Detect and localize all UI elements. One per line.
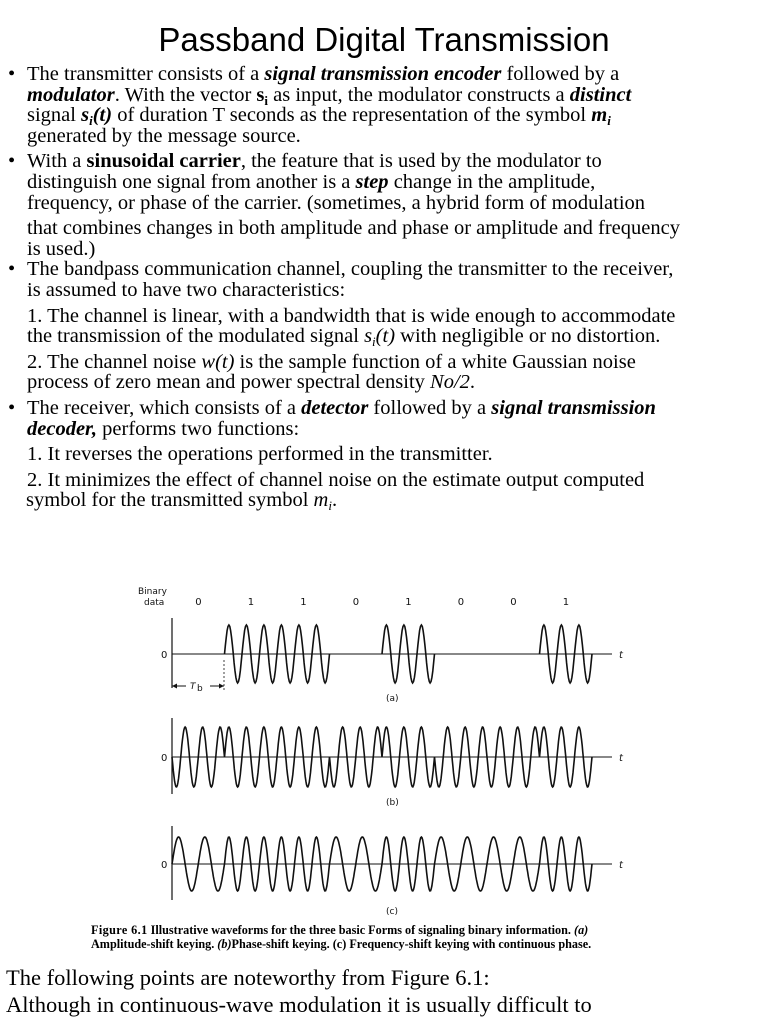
panel-label-b: (b) (386, 798, 399, 808)
bullet-dot: • (8, 396, 16, 419)
bit-value: 1 (247, 597, 255, 608)
channel-point-1: 1. The channel is linear, with a bandwidth that is wide enough to accommodate the transmission of the modulated signal $s_i(t)$ with negligible or no distortion. (27, 304, 676, 350)
figure-caption: Figure 6.1 Illustrative waveforms for the three basic Forms of signaling binary information. (a) Amplitude-shift keying. (b)Phase-shift keying. (c) Frequency-shift keying with continuous phase. (91, 923, 592, 951)
bit-value: 0 (457, 597, 465, 608)
receiver-function-1: 1. It reverses the operations performed in the transmitter. (27, 443, 493, 466)
binary-bits (195, 597, 569, 608)
bullet-dot: • (8, 63, 16, 85)
binary-label: Binary (138, 587, 167, 597)
bullet-dot: • (8, 150, 16, 173)
bullet-receiver: • The receiver, which consists of a detector followed by a signal transmission decoder, performs two functions: (8, 396, 656, 440)
receiver-function-2: 2. It minimizes the effect of channel noise on the estimate output computed symbol for the transmitted symbol $m_i$. (26, 468, 645, 514)
zero-label: 0 (161, 650, 168, 661)
panel-a-ask (138, 587, 624, 704)
body-text (6, 63, 768, 514)
bullet-carrier: • With a sinusoidal carrier, the feature that is used by the modulator to distinguish one signal from another is a step change in the amplitude, frequency, or phase of the carrier. (sometimes, a hybrid form of modulation (8, 150, 646, 214)
channel-point-2: 2. The channel noise w(t) is the sample function of a white Gaussian noise process of zero mean and power spectral density No/2. (27, 350, 636, 394)
zero-label: 0 (161, 753, 168, 764)
svg-text:b: b (197, 684, 203, 694)
panel-label-c: (c) (386, 907, 398, 917)
time-label: t (619, 860, 623, 871)
bit-value: 0 (510, 597, 517, 608)
bit-value: 0 (195, 597, 202, 608)
bit-value: 1 (405, 597, 412, 608)
bit-duration-marker (172, 660, 224, 694)
closing-text: The following points are noteworthy from Figure 6.1: Although in continuous-wave modulation it is usually difficult to (6, 965, 592, 1017)
page-title: Passband Digital Transmission (158, 21, 610, 58)
bullet-transmitter: • The transmitter consists of a signal transmission encoder followed by a modulator. With the vector $s_i$ as input, the modulator constructs a distinct signal $s_i(t)$ of duration T seconds as the representation of the symbol $m_i$ generated by the message source. (8, 63, 632, 147)
carrier-hybrid-note: that combines changes in both amplitude and phase or amplitude and frequency is used.) (27, 217, 680, 260)
time-label: t (619, 753, 623, 764)
waveform-figure (0, 580, 768, 920)
panel-c-fsk (161, 826, 624, 917)
bit-value: 1 (300, 597, 307, 608)
panel-label-a: (a) (386, 694, 399, 704)
svg-text:T: T (190, 682, 196, 692)
bullet-channel: • The bandpass communication channel, coupling the transmitter to the receiver, is assumed to have two characteristics: (8, 258, 674, 301)
bit-value: 0 (352, 597, 360, 608)
panel-b-psk (161, 718, 624, 808)
zero-label: 0 (161, 860, 168, 871)
bit-value: 1 (562, 597, 570, 608)
bullet-dot: • (8, 258, 16, 281)
time-label: t (619, 650, 623, 661)
binary-label: data (144, 598, 165, 608)
